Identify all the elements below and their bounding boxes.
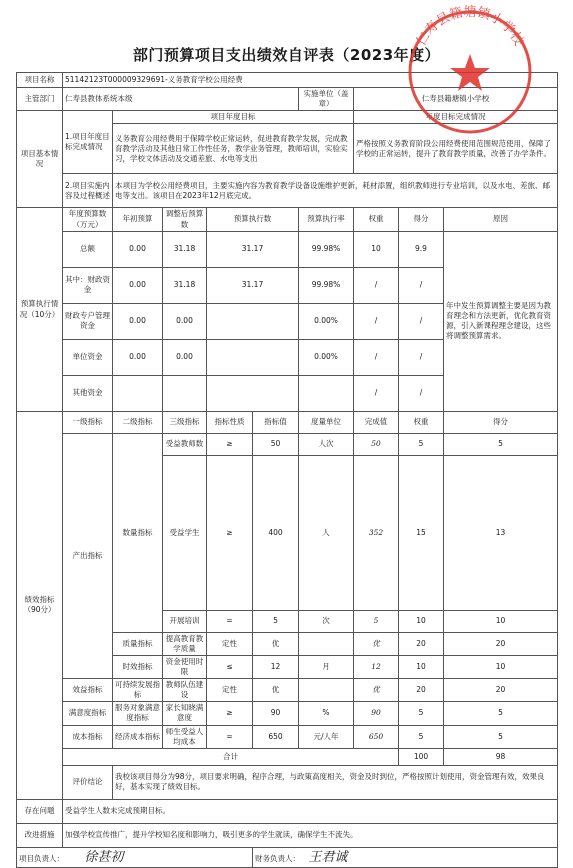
perf-weight: 15 xyxy=(399,455,444,610)
perf-nature: 定性 xyxy=(207,632,253,655)
budget-row xyxy=(17,231,558,267)
perf-value: 650 xyxy=(253,725,299,748)
perf-weight: 5 xyxy=(399,433,444,455)
total-score: 98 xyxy=(444,748,558,765)
perf-unit: 月 xyxy=(299,655,354,678)
finance-cell xyxy=(253,847,558,868)
perf-l1-output: 产出指标 xyxy=(63,433,113,678)
budget-row-rate: 99.98% xyxy=(299,267,354,303)
measures-text: 加强学校宣传推广，提升学校知名度和影响力，吸引更多的学生就读，确保学生不流失。 xyxy=(63,823,558,847)
perf-done: 优 xyxy=(354,632,399,655)
budget-row-adjusted: 0.00 xyxy=(163,303,207,339)
budget-row-initial xyxy=(113,375,163,411)
budget-header-reason: 原因 xyxy=(444,208,558,231)
perf-l1-cost: 成本指标 xyxy=(63,725,113,748)
goal-done-text: 严格按照义务教育阶段公用经费使用范围规范使用，保障了学校的正常运转，提升了教育教学质量，改善了办学条件。 xyxy=(354,124,558,174)
budget-row-name: 财政专户管理资金 xyxy=(63,303,113,339)
perf-header-l1: 一级指标 xyxy=(63,411,113,433)
perf-l2-sustain: 可持续发展指标 xyxy=(113,679,163,702)
budget-row-initial: 0.00 xyxy=(113,231,163,267)
budget-row-name: 其中：财政资金 xyxy=(63,267,113,303)
perf-header-unit: 度量单位 xyxy=(299,411,354,433)
budget-header-score: 得分 xyxy=(399,208,444,231)
perf-done: 90 xyxy=(354,702,399,725)
perf-score: 5 xyxy=(444,702,558,725)
perf-unit: 次 xyxy=(299,610,354,632)
perf-score: 5 xyxy=(444,725,558,748)
perf-l3: 开展培训 xyxy=(163,610,207,632)
perf-unit xyxy=(299,632,354,655)
perf-value: 5 xyxy=(253,610,299,632)
issues-text: 受益学生人数未完成预期目标。 xyxy=(63,799,558,823)
evaluation-label: 评价结论 xyxy=(63,765,113,799)
budget-header-initial: 年初预算 xyxy=(113,208,163,231)
perf-weight: 10 xyxy=(399,655,444,678)
budget-row-rate: 0.00% xyxy=(299,339,354,375)
perf-l3: 受益学生 xyxy=(163,455,207,610)
perf-score: 10 xyxy=(444,610,558,632)
perf-done: 50 xyxy=(354,433,399,455)
budget-row-name: 总额 xyxy=(63,231,113,267)
perf-done: 352 xyxy=(354,455,399,610)
perf-unit: % xyxy=(299,702,354,725)
budget-row-score: / xyxy=(399,339,444,375)
perf-header-l2: 二级指标 xyxy=(113,411,163,433)
content-text: 本项目为学校公用经费项目，主要实施内容为教育教学设备设施维护更新，耗材添置，组织教师进行专业培训，以及水电、差旅、邮电等支出。该项目在2023年12月底完成。 xyxy=(113,174,558,208)
seal-text xyxy=(414,4,527,49)
budget-header-rate: 预算执行率 xyxy=(299,208,354,231)
perf-done: 5 xyxy=(354,610,399,632)
perf-nature: ≥ xyxy=(207,702,253,725)
perf-row xyxy=(17,679,558,702)
perf-score: 5 xyxy=(444,433,558,455)
budget-row-weight: / xyxy=(354,339,399,375)
budget-row-weight: / xyxy=(354,375,399,411)
perf-nature: = xyxy=(207,725,253,748)
perf-value: 优 xyxy=(253,679,299,702)
total-label: 合计 xyxy=(63,748,399,765)
perf-score: 10 xyxy=(444,655,558,678)
perf-nature: 定性 xyxy=(207,679,253,702)
perf-header-weight: 权重 xyxy=(399,411,444,433)
perf-header-score: 得分 xyxy=(444,411,558,433)
budget-header-year: 年度预算数（万元） xyxy=(63,208,113,231)
perf-l2-quantity: 数量指标 xyxy=(113,433,163,632)
perf-l2-quality: 质量指标 xyxy=(113,632,163,655)
goal-header: 项目年度目标 xyxy=(113,111,354,124)
goal-done-header: 年度目标完成情况 xyxy=(354,111,558,124)
budget-section-label: 预算执行情况（10分） xyxy=(17,208,63,411)
project-name-value: 51142123T000009329691-义务教育学校公用经费 xyxy=(63,73,558,88)
budget-row-weight: 10 xyxy=(354,231,399,267)
budget-row-rate: 0.00% xyxy=(299,303,354,339)
budget-row-score: / xyxy=(399,303,444,339)
perf-l2-economic: 经济成本指标 xyxy=(113,725,163,748)
leader-cell xyxy=(17,847,253,868)
perf-weight: 10 xyxy=(399,610,444,632)
budget-row-score: / xyxy=(399,267,444,303)
perf-unit: 人次 xyxy=(299,433,354,455)
total-weight: 100 xyxy=(399,748,444,765)
perf-header-nature: 指标性质 xyxy=(207,411,253,433)
perf-l3: 受益教师数 xyxy=(163,433,207,455)
perf-value: 50 xyxy=(253,433,299,455)
budget-row-executed: 31.17 xyxy=(207,231,299,267)
perf-nature: = xyxy=(207,610,253,632)
budget-row-name: 其他资金 xyxy=(63,375,113,411)
perf-row xyxy=(17,433,558,455)
perf-unit: 元/人年 xyxy=(299,725,354,748)
perf-value: 400 xyxy=(253,455,299,610)
budget-row-executed: 31.17 xyxy=(207,267,299,303)
perf-score: 20 xyxy=(444,679,558,702)
impl-unit-label: 实施单位（盖章） xyxy=(299,88,354,111)
perf-l3: 师生受益人均成本 xyxy=(163,725,207,748)
perf-l3: 资金使用时限 xyxy=(163,655,207,678)
perf-unit: 人 xyxy=(299,455,354,610)
budget-row-executed xyxy=(207,303,299,339)
perf-l3: 家长知晓满意度 xyxy=(163,702,207,725)
budget-header-adjusted: 调整后预算数 xyxy=(163,208,207,231)
perf-l2-timeliness: 时效指标 xyxy=(113,655,163,678)
budget-row-score: / xyxy=(399,375,444,411)
budget-row-initial: 0.00 xyxy=(113,339,163,375)
project-name-label: 项目名称 xyxy=(17,73,63,88)
perf-weight: 20 xyxy=(399,632,444,655)
perf-unit xyxy=(299,679,354,702)
perf-weight: 5 xyxy=(399,702,444,725)
budget-row-adjusted xyxy=(163,375,207,411)
finance-signature: 王君诚 xyxy=(308,849,348,865)
perf-done: 650 xyxy=(354,725,399,748)
perf-l3: 提高教育教学质量 xyxy=(163,632,207,655)
perf-score: 13 xyxy=(444,455,558,610)
budget-row-rate: 99.98% xyxy=(299,231,354,267)
perf-weight: 5 xyxy=(399,725,444,748)
evaluation-table xyxy=(16,72,558,868)
budget-row-rate xyxy=(299,375,354,411)
budget-row-name: 单位资金 xyxy=(63,339,113,375)
measures-label: 改进措施 xyxy=(17,823,63,847)
budget-row-initial: 0.00 xyxy=(113,303,163,339)
finance-label: 财务负责人： xyxy=(255,853,300,863)
basic-section-label: 项目基本情况 xyxy=(17,111,63,208)
perf-header-l3: 三级指标 xyxy=(163,411,207,433)
perf-nature: ≤ xyxy=(207,655,253,678)
perf-section-label: 绩效指标（90分） xyxy=(17,411,63,799)
perf-row xyxy=(17,725,558,748)
perf-l1-benefit: 效益指标 xyxy=(63,679,113,702)
perf-row xyxy=(17,702,558,725)
goal-label: 1.项目年度目标完成情况 xyxy=(63,111,113,174)
leader-signature: 徐甚初 xyxy=(84,849,124,865)
budget-row-adjusted: 31.18 xyxy=(163,267,207,303)
goal-text: 义务教育公用经费用于保障学校正常运转，促进教育教学发展，完成教育教学活动及其他日常工作性任务，教学业务管理，教师培训，实验实习，学校文体活动及交通差旅、水电等支出 xyxy=(113,124,354,174)
budget-row-score: 9.9 xyxy=(399,231,444,267)
budget-reason: 年中发生预算调整主要是因为教育理念和方法更新，优化教育资源，引入新课程理念建设，这些将调整预算需求。 xyxy=(444,231,558,411)
leader-label: 项目负责人： xyxy=(19,853,64,863)
budget-row-weight: / xyxy=(354,267,399,303)
page-title: 部门预算项目支出绩效自评表（2023年度） xyxy=(132,46,441,64)
evaluation-text: 我校该项目得分为98分，项目要求明确，程序合理，与政策高度相关，资金及时到位，严格按照计划使用，资金管理有效，效果良好，基本实现了绩效目标。 xyxy=(113,765,558,799)
perf-value: 优 xyxy=(253,632,299,655)
perf-weight: 20 xyxy=(399,679,444,702)
dept-value: 仁寿县教体系统本级 xyxy=(63,88,299,111)
budget-row-adjusted: 31.18 xyxy=(163,231,207,267)
content-label: 2.项目实施内容及过程概述 xyxy=(63,174,113,208)
budget-row-executed xyxy=(207,375,299,411)
budget-row-adjusted: 0.00 xyxy=(163,339,207,375)
dept-label: 主管部门 xyxy=(17,88,63,111)
perf-done: 12 xyxy=(354,655,399,678)
issues-label: 存在问题 xyxy=(17,799,63,823)
perf-nature: ≥ xyxy=(207,455,253,610)
perf-score: 20 xyxy=(444,632,558,655)
perf-header-done: 完成值 xyxy=(354,411,399,433)
perf-value: 12 xyxy=(253,655,299,678)
budget-header-weight: 权重 xyxy=(354,208,399,231)
perf-l3: 教师队伍建设 xyxy=(163,679,207,702)
budget-row-executed xyxy=(207,339,299,375)
perf-nature: ≥ xyxy=(207,433,253,455)
perf-done: 优 xyxy=(354,679,399,702)
perf-header-value: 指标值 xyxy=(253,411,299,433)
budget-row-weight: / xyxy=(354,303,399,339)
impl-unit-value: 仁寿县籍塘镇小学校 xyxy=(354,88,558,111)
budget-row-initial: 0.00 xyxy=(113,267,163,303)
budget-header-executed: 预算执行数 xyxy=(207,208,299,231)
perf-l1-satisfaction: 满意度指标 xyxy=(63,702,113,725)
seal-text-path: 仁寿县籍塘镇小学校 xyxy=(413,4,527,49)
perf-l2-service: 服务对象满意度指标 xyxy=(113,702,163,725)
perf-value: 90 xyxy=(253,702,299,725)
